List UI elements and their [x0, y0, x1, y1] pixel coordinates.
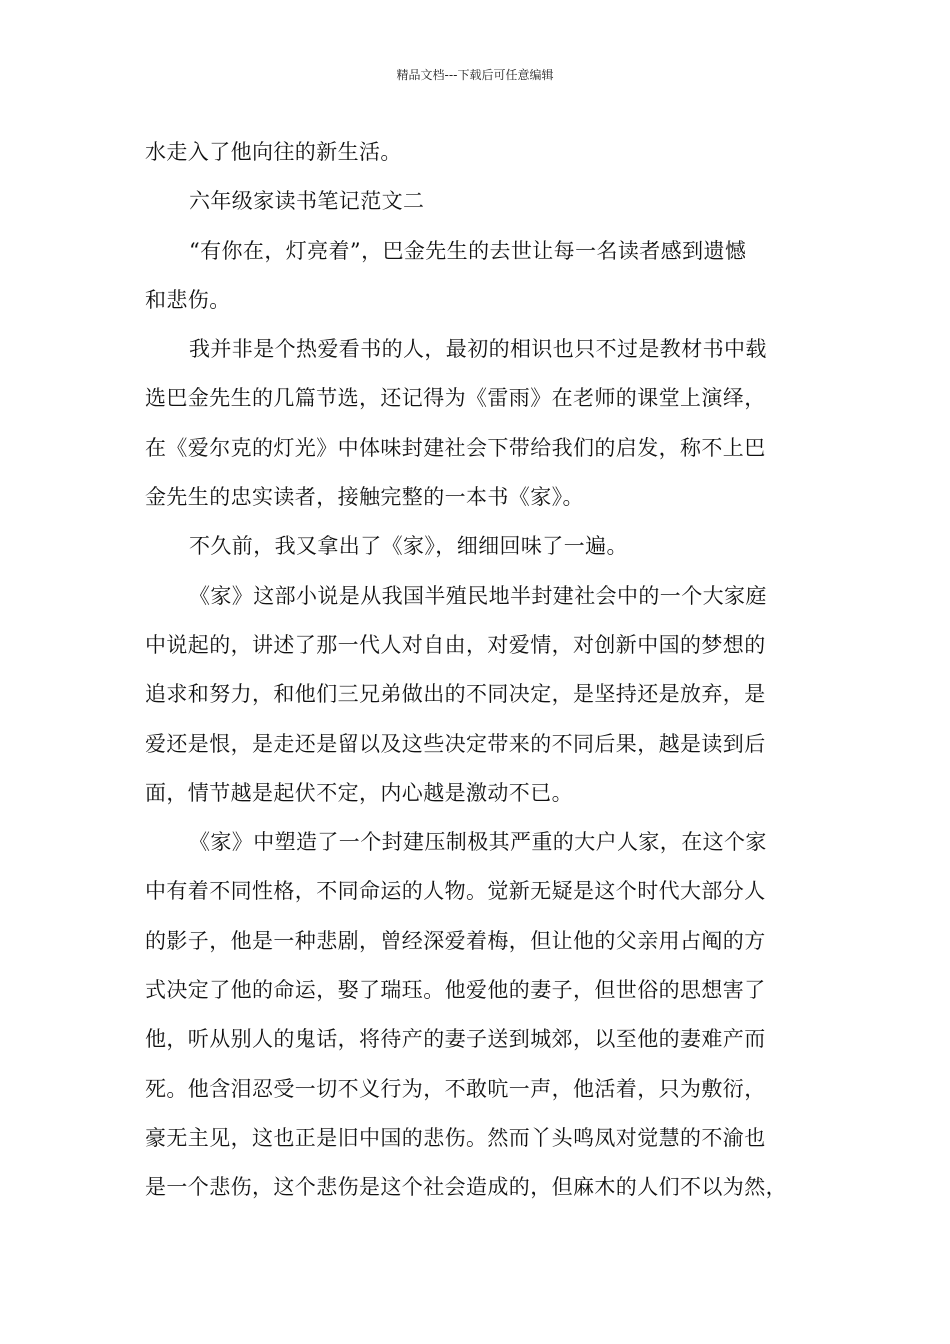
- text-line: 的影子，他是一种悲剧，曾经深爱着梅，但让他的父亲用占阄的方: [145, 928, 766, 953]
- text-line: 中说起的，讲述了那一代人对自由，对爱情，对创新中国的梦想的: [145, 632, 766, 657]
- text-line: 不久前，我又拿出了《家》，细细回味了一遍。: [189, 534, 628, 559]
- text-line: 死。他含泪忍受一切不义行为，不敢吭一声，他活着，只为敷衍，: [145, 1076, 766, 1101]
- text-line: 爱还是恨，是走还是留以及这些决定带来的不同后果，越是读到后: [145, 731, 766, 756]
- text-line: 金先生的忠实读者，接触完整的一本书《家》。: [145, 485, 584, 510]
- text-line: 《家》这部小说是从我国半殖民地半封建社会中的一个大家庭: [189, 583, 767, 608]
- text-line: 选巴金先生的几篇节选，还记得为《雷雨》在老师的课堂上演绎，: [145, 386, 766, 411]
- text-line: 式决定了他的命运，娶了瑞珏。他爱他的妻子，但世俗的思想害了: [145, 978, 766, 1003]
- text-line: 水走入了他向往的新生活。: [145, 140, 402, 164]
- section-heading: 六年级家读书笔记范文二: [189, 189, 425, 214]
- page-header: 精品文档---下载后可任意编辑: [396, 68, 554, 82]
- text-line: 《家》中塑造了一个封建压制极其严重的大户人家，在这个家: [189, 830, 767, 855]
- text-line: 我并非是个热爱看书的人，最初的相识也只不过是教材书中载: [189, 337, 767, 362]
- text-line: 面，情节越是起伏不定，内心越是激动不已。: [145, 780, 573, 805]
- body-text: [145, 128, 820, 1213]
- text-line: 和悲伤。: [145, 287, 231, 312]
- text-line: 在《爱尔克的灯光》中体味封建社会下带给我们的启发，称不上巴: [145, 435, 766, 460]
- text-line: 他，听从别人的鬼话，将待产的妻子送到城郊，以至他的妻难产而: [145, 1027, 766, 1052]
- text-line: “有你在，灯亮着”，巴金先生的去世让每一名读者感到遗憾: [189, 238, 747, 263]
- text-line: 中有着不同性格，不同命运的人物。觉新无疑是这个时代大部分人: [145, 879, 766, 904]
- text-line: 是一个悲伤，这个悲伤是这个社会造成的，但麻木的人们不以为然，: [145, 1175, 787, 1200]
- text-line: 豪无主见，这也正是旧中国的悲伤。然而丫头鸣凤对觉慧的不渝也: [145, 1125, 766, 1150]
- text-line: 追求和努力，和他们三兄弟做出的不同决定，是坚持还是放弃，是: [145, 682, 766, 707]
